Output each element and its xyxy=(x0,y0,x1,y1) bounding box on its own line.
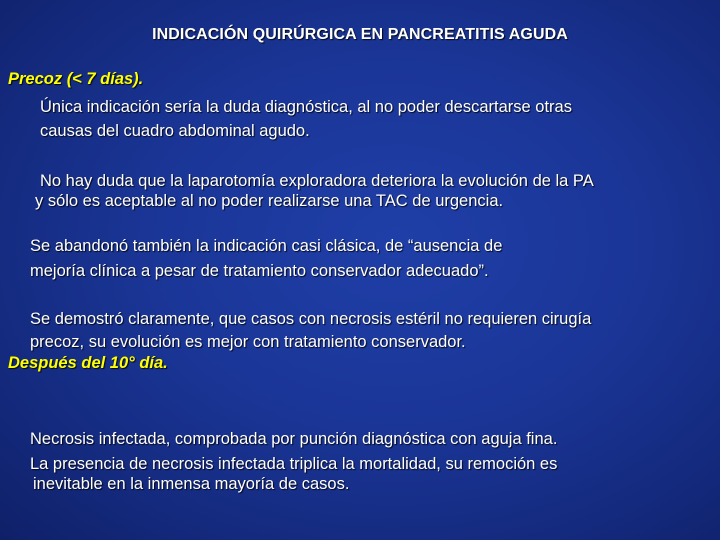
paragraph-line: No hay duda que la laparotomía exploradora deteriora la evolución de la PA xyxy=(40,172,594,190)
paragraph-line: La presencia de necrosis infectada triplica la mortalidad, su remoción es xyxy=(30,455,558,473)
section-heading-early: Precoz (< 7 días). xyxy=(8,70,144,88)
paragraph-line: inevitable en la inmensa mayoría de casos. xyxy=(33,475,350,493)
paragraph-line: Se abandonó también la indicación casi clásica, de “ausencia de xyxy=(30,237,503,255)
paragraph-line: mejoría clínica a pesar de tratamiento conservador adecuado”. xyxy=(30,262,489,280)
paragraph-line: Se demostró claramente, que casos con necrosis estéril no requieren cirugía xyxy=(30,310,592,328)
paragraph-line: Necrosis infectada, comprobada por punción diagnóstica con aguja fina. xyxy=(30,430,558,448)
paragraph-line: y sólo es aceptable al no poder realizarse una TAC de urgencia. xyxy=(35,192,504,210)
paragraph-line: precoz, su evolución es mejor con tratamiento conservador. xyxy=(30,333,466,351)
paragraph-line: Única indicación sería la duda diagnóstica, al no poder descartarse otras xyxy=(40,98,572,116)
paragraph-line: causas del cuadro abdominal agudo. xyxy=(40,122,310,140)
slide-title: INDICACIÓN QUIRÚRGICA EN PANCREATITIS AGUDA xyxy=(152,26,568,43)
section-heading-late: Después del 10° día. xyxy=(8,354,168,372)
